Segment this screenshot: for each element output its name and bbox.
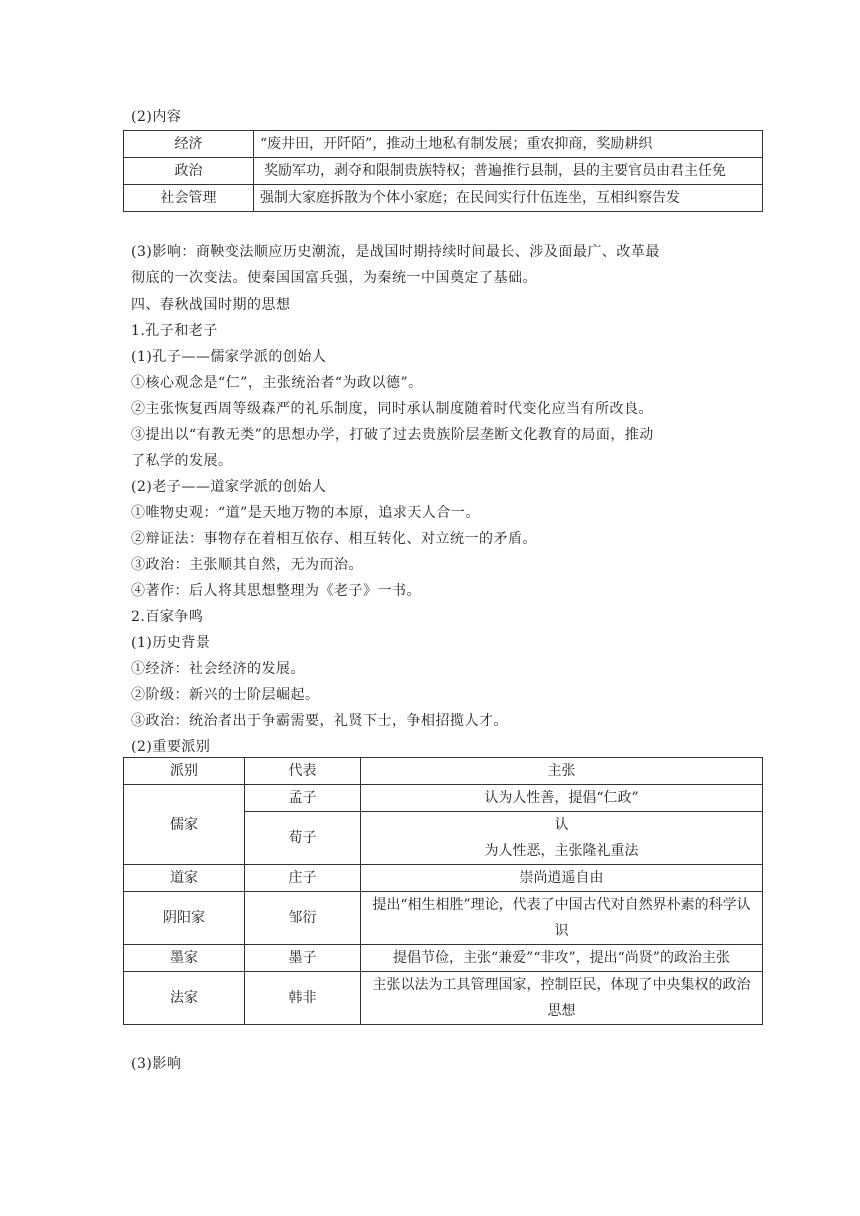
view [361,812,763,865]
background-point-1: ①经济：社会经济的发展。 [131,661,305,677]
confucius-point-2: ②主张恢复西周等级森严的礼乐制度，同时承认制度随着时代变化应当有所改良。 [131,401,653,417]
view-line: 为人性恶，主张隆礼重法 [484,843,639,859]
table-row [124,865,763,892]
heading-hundred-schools: 2.百家争鸣 [131,609,204,625]
section-content-heading: (2)内容 [131,109,182,125]
confucius-title: (1)孔子——儒家学派的创始人 [131,349,327,365]
schools-table [123,757,763,1025]
confucius-point-3b: 了私学的发展。 [131,453,233,469]
heading-confucius-laozi: 1.孔子和老子 [131,323,218,339]
representative: 墨子 [245,945,361,972]
table-row [124,945,763,972]
row-text: 奖励军功，剥夺和限制贵族特权；普遍推行县制，县的主要官员由君主任免 [254,158,763,185]
header-view: 主张 [361,758,763,785]
school-name: 儒家 [124,785,245,865]
laozi-point-4: ④著作：后人将其思想整理为《老子》一书。 [131,583,421,599]
header-school: 派别 [124,758,245,785]
heading-thought: 四、春秋战国时期的思想 [131,297,291,313]
table-row [124,131,763,158]
school-name: 法家 [124,972,245,1025]
impact-line-1: (3)影响：商鞅变法顺应历史潮流，是战国时期持续时间最长、涉及面最广、改革最 [131,244,660,260]
representative: 邹衍 [245,892,361,945]
laozi-point-2: ②辩证法：事物存在着相互依存、相互转化、对立统一的矛盾。 [131,531,537,547]
row-label: 经济 [124,131,254,158]
table-row [124,972,763,1025]
background-title: (1)历史背景 [131,635,211,651]
school-name: 阴阳家 [124,892,245,945]
background-point-2: ②阶级：新兴的士阶层崛起。 [131,687,320,703]
row-text: 强制大家庭拆散为个体小家庭；在民间实行什伍连坐，互相纠察告发 [254,185,763,212]
school-name: 道家 [124,865,245,892]
header-representative: 代表 [245,758,361,785]
table-row [124,785,763,812]
table-row [124,892,763,945]
influence-heading: (3)影响 [131,1056,182,1072]
representative: 孟子 [245,785,361,812]
view: 提出“相生相胜”理论，代表了中国古代对自然界朴素的科学认识 [361,892,763,945]
table-header-row [124,758,763,785]
representative: 庄子 [245,865,361,892]
laozi-point-1: ①唯物史观：“道”是天地万物的本原，追求天人合一。 [131,505,480,521]
schools-title: (2)重要派别 [131,739,211,755]
view: 崇尚逍遥自由 [361,865,763,892]
reform-content-table [123,130,763,212]
laozi-point-3: ③政治：主张顺其自然，无为而治。 [131,557,363,573]
confucius-point-1: ①核心观念是“仁”，主张统治者“为政以德”。 [131,375,423,391]
table-row [124,185,763,212]
view: 提倡节俭，主张“兼爱”“非攻”，提出“尚贤”的政治主张 [361,945,763,972]
confucius-point-3a: ③提出以“有教无类”的思想办学，打破了过去贵族阶层垄断文化教育的局面，推动 [131,427,654,443]
row-label: 政治 [124,158,254,185]
laozi-title: (2)老子——道家学派的创始人 [131,479,327,495]
representative: 荀子 [245,812,361,865]
representative: 韩非 [245,972,361,1025]
view: 认为人性善，提倡“仁政” [361,785,763,812]
school-name: 墨家 [124,945,245,972]
row-label: 社会管理 [124,185,254,212]
row-text: “废井田，开阡陌”，推动土地私有制发展；重农抑商，奖励耕织 [254,131,763,158]
table-row [124,158,763,185]
view-line: 认 [554,817,569,833]
view: 主张以法为工具管理国家，控制臣民，体现了中央集权的政治思想 [361,972,763,1025]
background-point-3: ③政治：统治者出于争霸需要，礼贤下士，争相招揽人才。 [131,713,508,729]
impact-line-2: 彻底的一次变法。使秦国国富兵强，为秦统一中国奠定了基础。 [131,270,537,286]
